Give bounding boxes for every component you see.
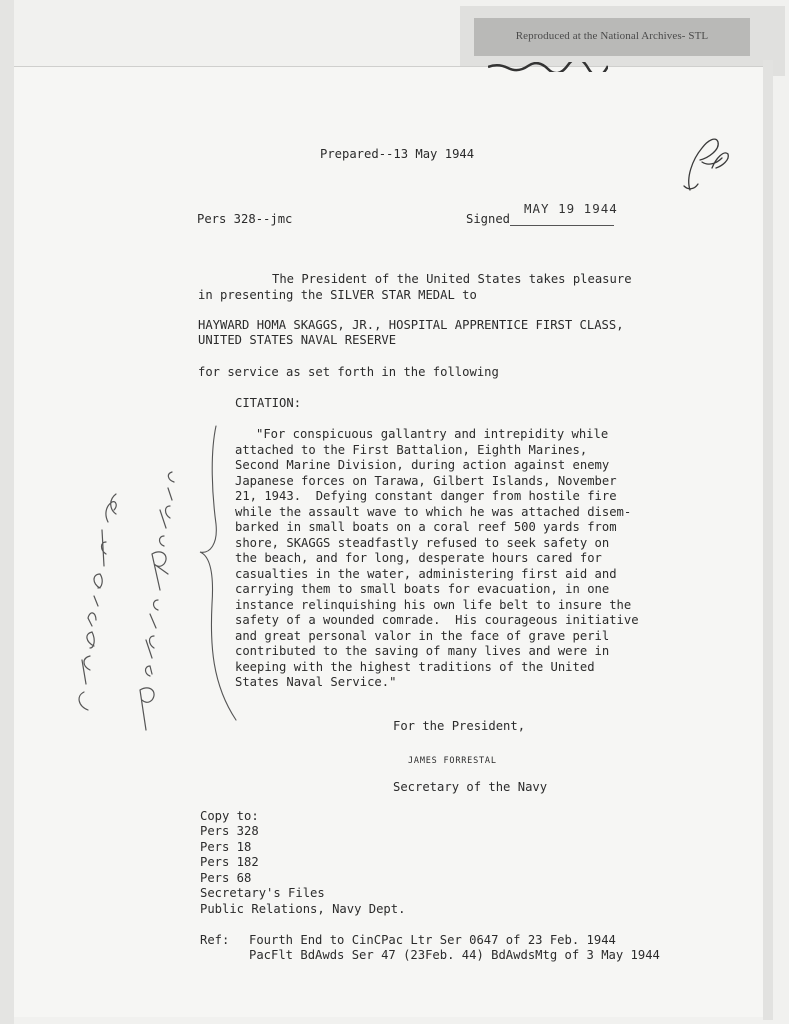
page-right-edge [763,60,773,1020]
torn-edge [488,62,608,72]
copy-to-item: Pers 68 [200,871,252,885]
citation-line: the beach, and for long, desperate hours cared for [235,551,602,565]
citation-line: contributed to the saving of many lives and were in [235,644,610,658]
margin-handwriting [60,470,200,740]
signer-title: Secretary of the Navy [393,780,548,794]
citation-line: safety of a wounded comrade. His courageous initiative [235,613,639,627]
citation-line: carrying them to small boats for evacuation, in one [235,582,610,596]
signer-name: JAMES FORRESTAL [408,756,497,766]
citation-heading: CITATION: [235,396,302,410]
citation-line: keeping with the highest traditions of the United [235,660,595,674]
copy-to-item: Pers 18 [200,840,252,854]
citation-line: shore, SKAGGS steadfastly refused to seek safety on [235,536,610,550]
copy-to-item: Secretary's Files [200,886,325,900]
signed-rule [510,225,614,226]
recipient-line-2: UNITED STATES NAVAL RESERVE [198,333,397,347]
intro-line-2: in presenting the SILVER STAR MEDAL to [198,288,477,302]
service-line: for service as set forth in the following [198,365,499,379]
signed-date: MAY 19 1944 [524,201,618,216]
copy-to-item: Pers 328 [200,824,259,838]
citation-line: "For conspicuous gallantry and intrepidity while [256,427,609,441]
margin-bracket [196,424,238,724]
citation-line: and great personal valor in the face of grave peril [235,629,610,643]
signed-label: Signed [466,212,511,226]
ref-label: Ref: [200,933,230,947]
citation-line: barked in small boats on a coral reef 500 yards from [235,520,617,534]
intro-line-1: The President of the United States takes pleasure [272,272,632,286]
handwritten-initials [672,128,734,200]
for-the-president: For the President, [393,719,526,733]
citation-line: instance relinquishing his own life belt to insure the [235,598,632,612]
copy-to-item: Public Relations, Navy Dept. [200,902,406,916]
recipient-line-1: HAYWARD HOMA SKAGGS, JR., HOSPITAL APPRENTICE FIRST CLASS, [198,318,624,332]
citation-line: casualties in the water, administering first aid and [235,567,617,581]
copy-to-item: Pers 182 [200,855,259,869]
citation-line: while the assault wave to which he was attached disem- [235,505,632,519]
citation-line: attached to the First Battalion, Eighth Marines, [235,443,588,457]
citation-line: 21, 1943. Defying constant danger from hostile fire [235,489,617,503]
archives-stamp: Reproduced at the National Archives- STL [474,18,750,56]
prepared-date: Prepared--13 May 1944 [320,147,475,161]
ref-line-2: PacFlt BdAwds Ser 47 (23Feb. 44) BdAwdsMtg of 3 May 1944 [249,948,660,962]
reference-code: Pers 328--jmc [197,212,293,226]
scan-left-edge [0,0,14,1024]
citation-line: States Naval Service." [235,675,397,689]
citation-line: Second Marine Division, during action against enemy [235,458,610,472]
citation-line: Japanese forces on Tarawa, Gilbert Islands, November [235,474,617,488]
ref-line-1: Fourth End to CinCPac Ltr Ser 0647 of 23 Feb. 1944 [249,933,616,947]
copy-to-label: Copy to: [200,809,259,823]
